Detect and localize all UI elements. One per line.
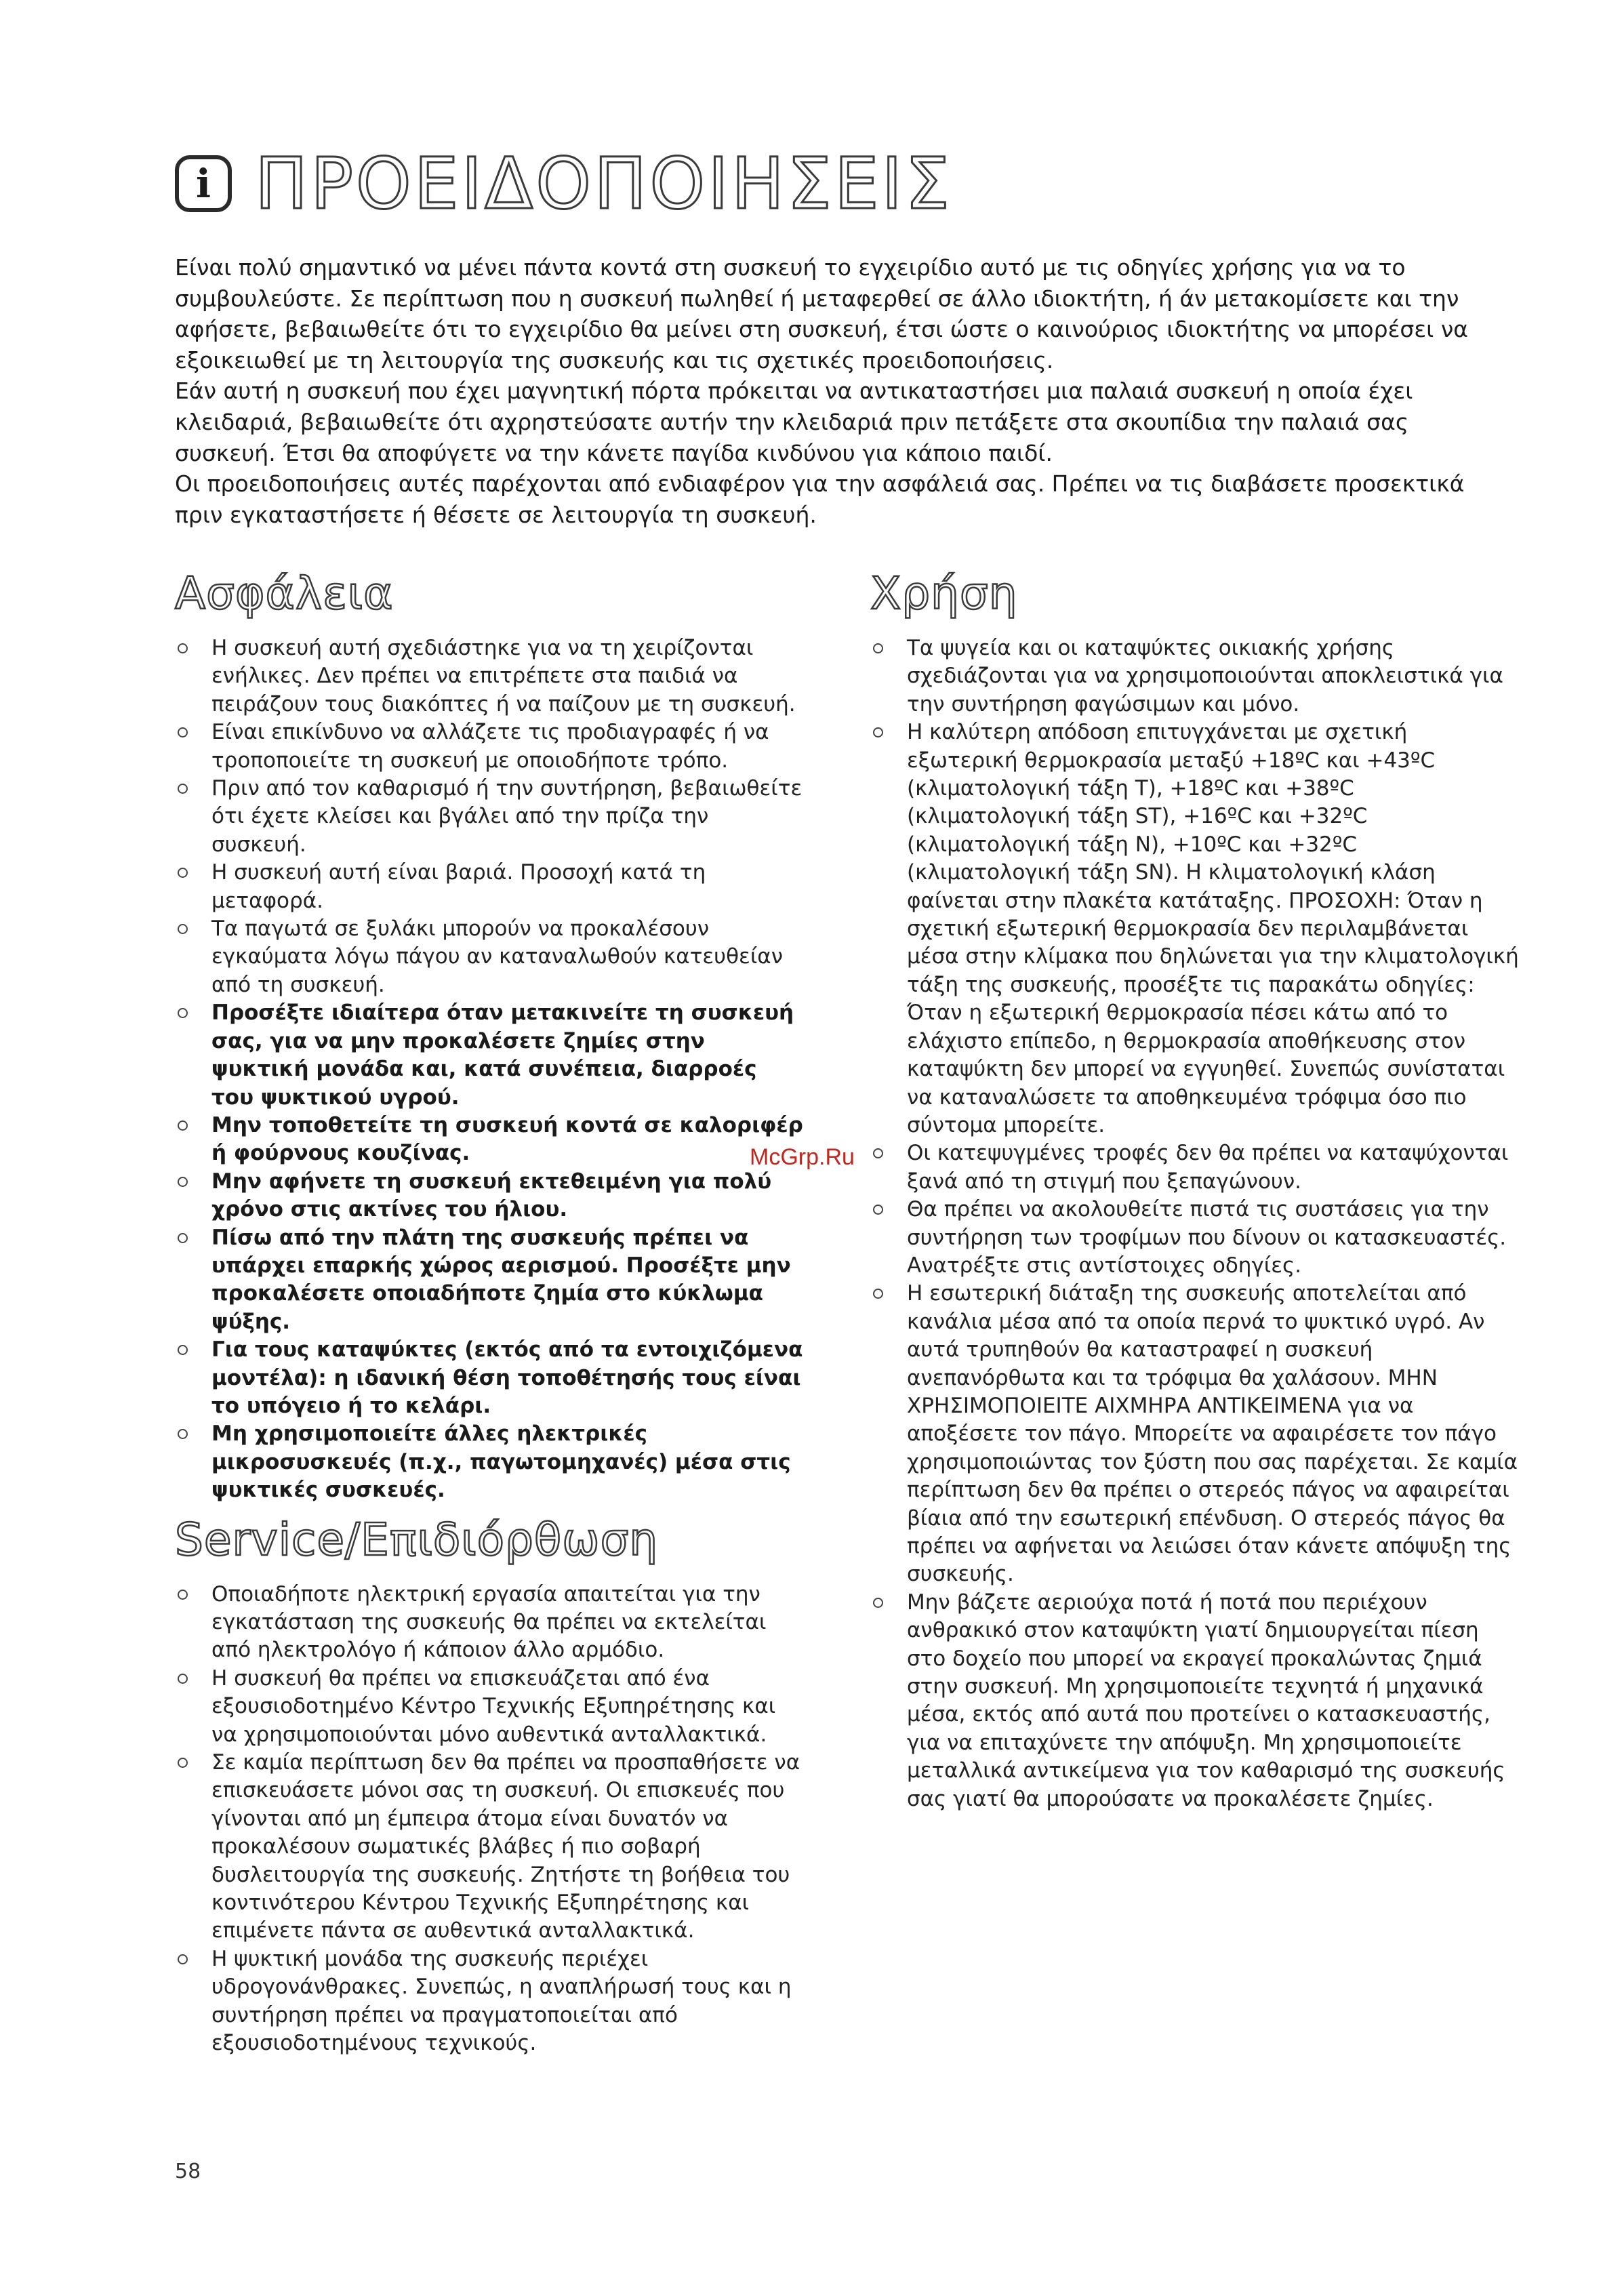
bullet-icon [178,1758,188,1768]
list-item [175,1224,805,1337]
right-column [870,563,1521,1813]
list-item [175,1112,805,1168]
bullet-icon [873,1289,883,1299]
list-item-text: Μην αφήνετε τη συσκευή εκτεθειμένη για πολύ χρόνο στις ακτίνες του ήλιου. [211,1169,772,1222]
list-item-text: Μην βάζετε αεριούχα ποτά ή ποτά που περιέχουν ανθρακικό στον καταψύκτη γιατί δημιουργείται πίεση στο δοχείο που μπορεί να εκραγεί προκαλώντας ζημιά στην συσκευή. Μη χρησιμοποιείτε τεχνητά ή μηχανικά μέσα, εκτός από αυτά που προτείνει ο κατασκευαστής, για να επιταχύνετε την απόψυξη. Μη χρησιμοποιείτε μεταλλικά αντικείμενα για τον καθαρισμό της συσκευής σας γιατί θα μπορούσατε να προκαλέσετε ζημίες. [907,1590,1505,1811]
list-item-text: Η συσκευή αυτή σχεδιάστηκε για να τη χειρίζονται ενήλικες. Δεν πρέπει να επιτρέπετε στα παιδιά να πειράζουν τους διακόπτες ή να παίζουν με τη συσκευή. [211,636,796,716]
bullet-icon [873,1598,883,1608]
bullet-icon [178,1345,188,1355]
list-item-text: Είναι επικίνδυνο να αλλάζετε τις προδιαγραφές ή να τροποποιείτε τη συσκευή με οποιοδήποτε τρόπο. [211,720,769,773]
list-item-text: Προσέξτε ιδιαίτερα όταν μετακινείτε τη συσκευή σας, για να μην προκαλέσετε ζημίες στην ψυκτική μονάδα και, κατά συνέπεια, διαρροές του ψυκτικού υγρού. [211,1001,794,1110]
info-icon-glyph: i [195,161,211,207]
list-item [175,999,805,1112]
list-item [175,719,805,775]
section-title-service: Service/Επιδιόρθωση [175,1513,659,1566]
page-title: ΠΡΟΕΙΔΟΠΟΙΗΣΕΙΣ [255,142,952,225]
page-header [175,144,952,224]
bullet-icon [873,727,883,738]
watermark: McGrp.Ru [750,1144,855,1170]
list-item [175,1168,805,1224]
intro-paragraph: Είναι πολύ σημαντικό να μένει πάντα κοντά στη συσκευή το εγχειρίδιο αυτό με τις οδηγίες χρήσης για να το συμβουλεύστε. Σε περίπτωση που η συσκευή πωληθεί ή μεταφερθεί σε άλλο ιδιοκτήτη, ή άν μετακομίσετε και την αφήσετε, βεβαιωθείτε ότι το εγχειρίδιο θα μείνει στη συσκευή, έτσι ώστε ο καινούριος ιδιοκτήτης να μπορέσει να εξοικειωθεί με τη λειτουργία της συσκευής και τις σχετικές προειδοποιήσεις. [175,254,1469,373]
bullet-icon [178,868,188,878]
list-item [175,1336,805,1420]
intro-paragraph: Εάν αυτή η συσκευή που έχει μαγνητική πόρτα πρόκειται να αντικαταστήσει μια παλαιά συσκευή η οποία έχει κλειδαριά, βεβαιωθείτε ότι αχρηστεύσατε αυτήν την κλειδαριά πριν πετάξετε στα σκουπίδια την παλαιά σας συσκευή. Έτσι θα αποφύγετε να την κάνετε παγίδα κινδύνου για κάποιο παιδί. [175,378,1413,466]
bullet-icon [178,1177,188,1187]
list-item [870,634,1521,719]
info-icon [175,155,232,212]
list-item-text: Θα πρέπει να ακολουθείτε πιστά τις συστάσεις για την συντήρηση των τροφίμων που δίνουν οι κατασκευαστές. Ανατρέξτε στις αντίστοιχες οδηγίες. [907,1197,1507,1278]
list-item-text: Η συσκευή θα πρέπει να επισκευάζεται από ένα εξουσιοδοτημένο Κέντρο Τεχνικής Εξυπηρέτησης και να χρησιμοποιούνται μόνο αυθεντικά ανταλλακτικά. [211,1665,776,1747]
left-column [175,563,805,2058]
usage-list [870,634,1521,1813]
page-number: 58 [175,2160,201,2183]
list-item-text: Οι κατεψυγμένες τροφές δεν θα πρέπει να καταψύχονται ξανά από τη στιγμή που ξεπαγώνουν. [907,1141,1509,1194]
section-title-usage: Χρήση [870,567,1018,620]
bullet-icon [873,1205,883,1215]
list-item-text: Η καλύτερη απόδοση επιτυγχάνεται με σχετική εξωτερική θερμοκρασία μεταξύ +18ºC και +43ºC (κλιματολογική τάξη T), +18ºC και +38ºC (κλιματολογική τάξη ST), +16ºC και +32ºC (κλιματολογική τάξη N), +10ºC και +32ºC (κλιματολογική τάξη SN). Η κλιματολογική κλάση φαίνεται στην πλακέτα κατάταξης. ΠΡΟΣΟΧΗ: Όταν η σχετική εξωτερική θερμοκρασία δεν περιλαμβάνεται μέσα στην κλίμακα που δηλώνεται για την κλιματολογική τάξη της συσκευής, προσέξτε τις παρακάτω οδηγίες: Όταν η εξωτερική θερμοκρασία πέσει κάτω από το ελάχιστο επίπεδο, η θερμοκρασία αποθήκευσης στον καταψύκτη δεν μπορεί να εγγυηθεί. Συνεπώς συνίσταται να καταναλώσετε τα αποθηκευμένα τρόφιμα όσο πιο σύντομα μπορείτε. [907,720,1519,1137]
bullet-icon [873,1148,883,1158]
list-item-text: Σε καμία περίπτωση δεν θα πρέπει να προσπαθήσετε να επισκευάσετε μόνοι σας τη συσκευή. Οι επισκευές που γίνονται από μη έμπειρα άτομα είναι δυνατόν να προκαλέσουν σωματικές βλάβες ή πιο σοβαρή δυσλειτουργία της συσκευής. Ζητήστε τη βοήθεια του κοντινότερου Κέντρου Τεχνικής Εξυπηρέτησης και επιμένετε πάντα σε αυθεντικά ανταλλακτικά. [211,1750,800,1943]
list-item-text: Τα ψυγεία και οι καταψύκτες οικιακής χρήσης σχεδιάζονται για να χρησιμοποιούνται αποκλειστικά για την συντήρηση φαγώσιμων και μόνο. [907,636,1503,716]
bullet-icon [178,727,188,738]
list-item [175,859,805,915]
list-item-text: Μη χρησιμοποιείτε άλλες ηλεκτρικές μικροσυσκευές (π.χ., παγωτομηχανές) μέσα στις ψυκτικές συσκευές. [211,1421,791,1503]
list-item [175,634,805,719]
list-item-text: Η συσκευή αυτή είναι βαριά. Προσοχή κατά τη μεταφορά. [211,860,706,913]
list-item [175,1945,805,2058]
list-item-text: Οποιαδήποτε ηλεκτρική εργασία απαιτείται για την εγκατάσταση της συσκευής θα πρέπει να εκτελείται από ηλεκτρολόγο ή κάποιον άλλο αρμόδιο. [211,1581,767,1663]
bullet-icon [178,643,188,653]
list-item [175,1665,805,1749]
list-item-text: Μην τοποθετείτε τη συσκευή κοντά σε καλοριφέρ ή φούρνους κουζίνας. [211,1112,803,1166]
list-item [870,1280,1521,1588]
intro-paragraph: Οι προειδοποιήσεις αυτές παρέχονται από ενδιαφέρον για την ασφάλειά σας. Πρέπει να τις διαβάσετε προσεκτικά πριν εγκαταστήσετε ή θέσετε σε λειτουργία τη συσκευή. [175,470,1465,528]
bullet-icon [178,1954,188,1964]
list-item-text: Πίσω από την πλάτη της συσκευής πρέπει να υπάρχει επαρκής χώρος αερισμού. Προσέξτε μην προκαλέσετε οποιαδήποτε ζημία στο κύκλωμα ψύξης. [211,1225,791,1334]
bullet-icon [178,784,188,794]
list-item-text: Πριν από τον καθαρισμό ή την συντήρηση, βεβαιωθείτε ότι έχετε κλείσει και βγάλει από την πρίζα την συσκευή. [211,776,803,857]
list-item-text: Η ψυκτική μονάδα της συσκευής περιέχει υδρογονάνθρακες. Συνεπώς, η αναπλήρωσή τους και η συντήρηση πρέπει να πραγματοποιείται από εξουσιοδοτημένους τεχνικούς. [211,1946,792,2056]
intro-text [175,252,1497,530]
service-list [175,1581,805,2058]
list-item-text: Η εσωτερική διάταξη της συσκευής αποτελείται από κανάλια μέσα από τα οποία περνά το ψυκτικό υγρό. Αν αυτά τρυπηθούν θα καταστραφεί η συσκευή ανεπανόρθωτα και τα τρόφιμα θα χαλάσουν. ΜΗΝ ΧΡΗΣΙΜΟΠΟΙΕΙΤΕ ΑΙΧΜΗΡΑ ΑΝΤΙΚΕΙΜΕΝΑ για να αποξέσετε τον πάγο. Μπορείτε να αφαιρέσετε τον πάγο χρησιμοποιώντας τον ξύστη που σας παρέχεται. Σε καμία περίπτωση δεν θα πρέπει ο στερεός πάγος να αφαιρείται βίαια από την εσωτερική επένδυση. Ο στερεός πάγος θα πρέπει να αφήνεται να λειώσει όταν κάνετε απόψυξη της συσκευής. [907,1281,1518,1587]
list-item [175,1420,805,1504]
list-item [175,915,805,999]
bullet-icon [178,1233,188,1243]
list-item [175,1749,805,1945]
bullet-icon [178,1008,188,1018]
bullet-icon [178,1120,188,1131]
list-item [175,775,805,859]
bullet-icon [178,1674,188,1684]
section-title-safety: Ασφάλεια [175,567,394,620]
bullet-icon [178,924,188,934]
list-item [870,719,1521,1139]
bullet-icon [178,1590,188,1600]
list-item-text: Τα παγωτά σε ξυλάκι μπορούν να προκαλέσουν εγκαύματα λόγω πάγου αν καταναλωθούν κατευθείαν από τη συσκευή. [211,916,784,997]
bullet-icon [178,1429,188,1439]
bullet-icon [873,643,883,653]
safety-list [175,634,805,1505]
list-item [175,1581,805,1665]
list-item [870,1139,1521,1196]
list-item [870,1196,1521,1280]
list-item [870,1589,1521,1813]
list-item-text: Για τους καταψύκτες (εκτός από τα εντοιχιζόμενα μοντέλα): η ιδανική θέση τοποθέτησής τους είναι το υπόγειο ή το κελάρι. [211,1337,803,1418]
